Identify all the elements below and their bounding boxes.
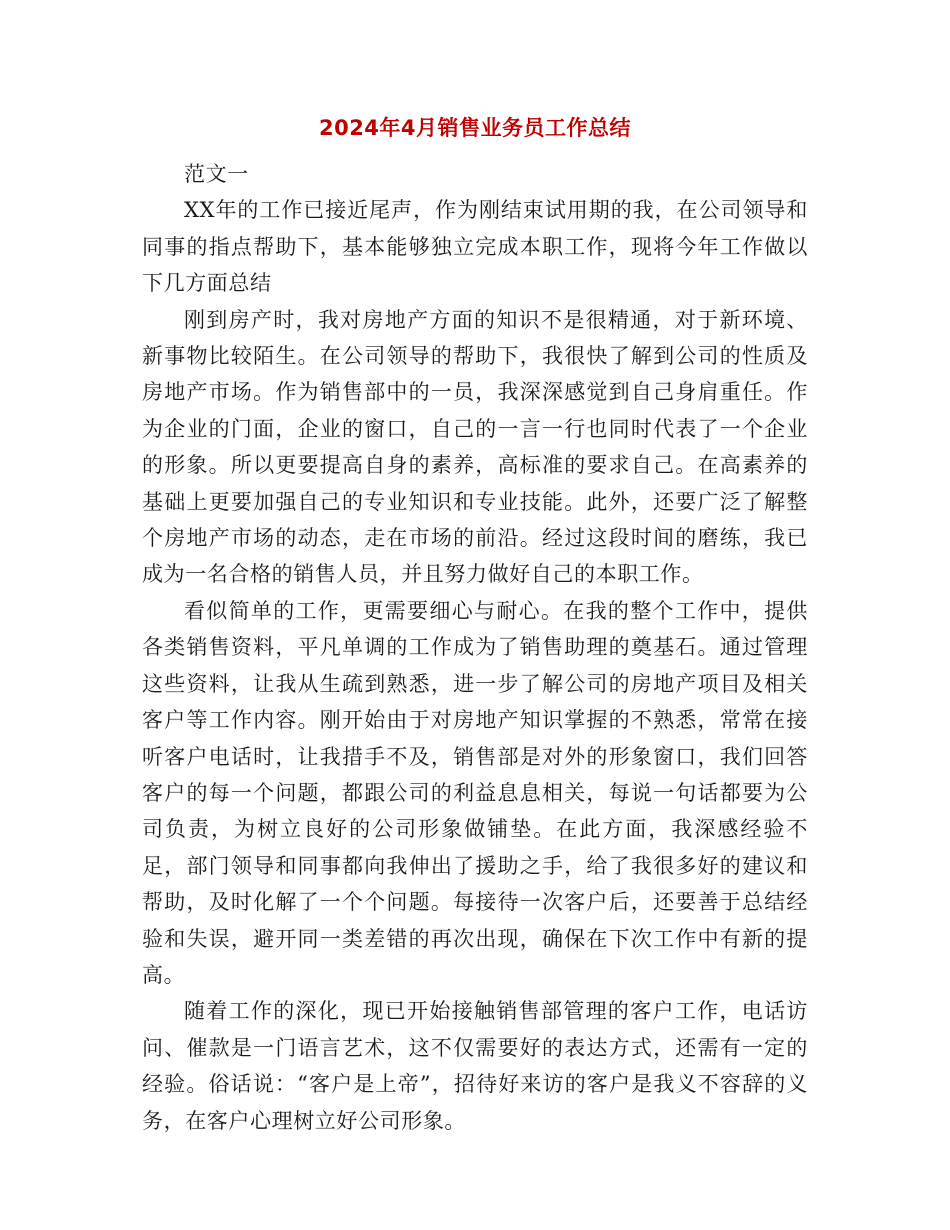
paragraph-details: 看似简单的工作，更需要细心与耐心。在我的整个工作中，提供各类销售资料，平凡单调的工作成为了销售助理的奠基石。通过管理这些资料，让我从生疏到熟悉，进一步了解公司的房地产项目及相关客户等工作内容。刚开始由于对房地产知识掌握的不熟悉，常常在接听客户电话时，让我措手不及，销售部是对外的形象窗口，我们回答客户的每一个问题，都跟公司的利益息息相关，每说一句话都要为公司负责，为树立良好的公司形象做铺垫。在此方面，我深感经验不足，部门领导和同事都向我伸出了援助之手，给了我很多好的建议和帮助，及时化解了一个个问题。每接待一次客户后，还要善于总结经验和失误，避开同一类差错的再次出现，确保在下次工作中有新的提高。 [142, 598, 808, 987]
paragraph-label: 范文一 [184, 162, 249, 186]
paragraph-deepening: 随着工作的深化，现已开始接触销售部管理的客户工作，电话访问、催款是一门语言艺术，这不仅需要好的表达方式，还需有一定的经验。俗话说：“客户是上帝”，招待好来访的客户是我义不容辞的义务，在客户心理树立好公司形象。 [142, 999, 808, 1133]
paragraph-start: 刚到房产时，我对房地产方面的知识不是很精通，对于新环境、新事物比较陌生。在公司领导的帮助下，我很快了解到公司的性质及房地产市场。作为销售部中的一员，我深深感觉到自己身肩重任。作为企业的门面，企业的窗口，自己的一言一行也同时代表了一个企业的形象。所以更要提高自身的素养，高标准的要求自己。在高素养的基础上更要加强自己的专业知识和专业技能。此外，还要广泛了解整个房地产市场的动态，走在市场的前沿。经过这段时间的磨练，我已成为一名合格的销售人员，并且努力做好自己的本职工作。 [142, 307, 808, 587]
paragraph-intro: XX年的工作已接近尾声，作为刚结束试用期的我，在公司领导和同事的指点帮助下，基本能够独立完成本职工作，现将今年工作做以下几方面总结 [142, 198, 808, 296]
document-body [142, 156, 808, 1139]
document-title: 2024年4月销售业务员工作总结 [318, 116, 632, 140]
